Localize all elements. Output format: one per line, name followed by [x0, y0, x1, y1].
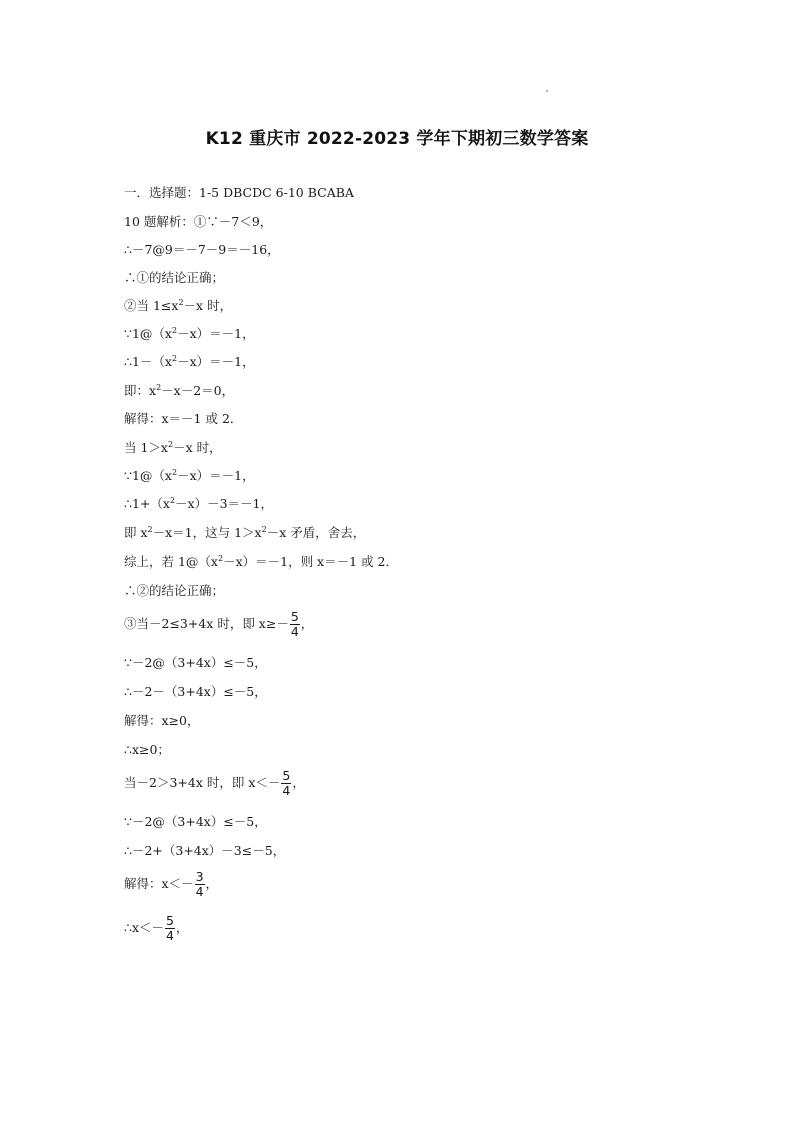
line-text: －x）＝－1， — [177, 468, 255, 483]
line-text: －x－2＝0， — [161, 383, 235, 398]
fraction — [281, 769, 291, 798]
line-text: ∴－7@9＝－7－9＝－16， — [124, 242, 280, 257]
answer-line — [124, 655, 267, 671]
line-text: 解得：x＜－ — [124, 876, 194, 891]
answer-line — [124, 214, 272, 230]
exponent: 2 — [169, 495, 176, 505]
line-text: 当 1＞x — [124, 440, 168, 455]
exponent: 2 — [171, 325, 178, 335]
answer-line — [124, 583, 224, 599]
answer-line — [124, 468, 255, 484]
fraction — [165, 914, 175, 943]
answer-line — [124, 326, 255, 342]
fraction — [290, 610, 300, 639]
line-text: ∴1+（x — [124, 496, 170, 511]
answer-line — [124, 554, 398, 570]
line-text: ∵1@（x — [124, 468, 172, 483]
line-text: ， — [292, 775, 305, 790]
exponent: 2 — [171, 353, 178, 363]
fraction-denominator: 4 — [282, 783, 291, 798]
answer-line — [124, 870, 218, 899]
line-text: ∴－2+（3+4x）－3≤－5， — [124, 843, 286, 858]
line-text: ③当－2≤3+4x 时，即 x≥－ — [124, 616, 289, 631]
answer-line — [124, 525, 365, 541]
answer-line-choice — [124, 185, 354, 201]
line-text: －x 矛盾，舍去， — [266, 525, 366, 540]
fraction-numerator: 5 — [282, 768, 291, 783]
exponent: 2 — [167, 439, 174, 449]
fraction-numerator: 5 — [290, 609, 299, 624]
exponent: 2 — [171, 467, 178, 477]
answer-line — [124, 383, 234, 399]
line-text: 当－2＞3+4x 时，即 x＜－ — [124, 775, 281, 790]
exponent: 2 — [178, 297, 184, 307]
line-text: 10 题解析：①∵－7＜9， — [124, 214, 273, 229]
answer-line — [124, 843, 285, 859]
line-text: 解得：x≥0， — [124, 713, 200, 728]
exponent: 2 — [261, 524, 267, 534]
answer-line — [124, 440, 222, 456]
line-text: 即 x — [124, 525, 148, 540]
line-text: －x 时， — [183, 298, 233, 313]
fraction-numerator: 3 — [195, 869, 204, 884]
answer-line — [124, 298, 232, 314]
line-text: ， — [205, 876, 219, 891]
fraction — [195, 870, 205, 899]
line-text: 解得：x＝－1 或 2． — [124, 411, 243, 426]
fraction-numerator: 5 — [166, 913, 174, 928]
line-text: －x）＝－1，则 x＝－1 或 2． — [223, 554, 398, 569]
line-text: ②当 1≤x — [124, 298, 179, 313]
line-text: ∵－2@（3+4x）≤－5， — [124, 814, 267, 829]
answer-line — [124, 814, 267, 830]
line-text: －x）＝－1， — [177, 326, 255, 341]
answer-line — [124, 914, 188, 943]
answer-line — [124, 713, 199, 729]
answer-line — [124, 742, 170, 758]
answer-line — [124, 270, 224, 286]
line-text: －x 时， — [173, 440, 222, 455]
answer-line — [124, 769, 305, 798]
line-text: ∴x＜－ — [124, 920, 165, 935]
fraction-denominator: 4 — [166, 928, 174, 943]
exponent: 2 — [217, 553, 224, 563]
fraction-denominator: 4 — [290, 624, 299, 639]
line-text: ∵－2@（3+4x）≤－5， — [124, 655, 267, 670]
answer-line — [124, 610, 313, 639]
line-text: ∴①的结论正确； — [124, 270, 225, 285]
page-title: K12 重庆市 2022-2023 学年下期初三数学答案 — [205, 129, 589, 149]
answer-line — [124, 354, 255, 370]
line-text: －x）＝－1， — [177, 354, 255, 369]
exponent: 2 — [156, 382, 162, 392]
line-text: ∴1－（x — [124, 354, 172, 369]
answer-line — [124, 242, 280, 258]
line-text: ∴②的结论正确； — [124, 583, 225, 598]
line-text: ， — [175, 920, 189, 935]
answer-line — [124, 411, 242, 427]
line-text: ∴x≥0； — [124, 742, 170, 757]
scan-dot — [546, 90, 548, 92]
line-text: 综上，若 1@（x — [124, 554, 218, 569]
line-text: 一．选择题：1-5 DBCDC 6-10 BCABA — [124, 185, 354, 200]
line-text: ， — [300, 616, 314, 631]
exponent: 2 — [147, 524, 153, 534]
line-text: ∵1@（x — [124, 326, 172, 341]
answer-line — [124, 496, 273, 512]
answer-line — [124, 684, 267, 700]
line-text: ∴－2－（3+4x）≤－5， — [124, 684, 267, 699]
line-text: 即：x — [124, 383, 157, 398]
fraction-denominator: 4 — [195, 884, 204, 899]
line-text: －x＝1，这与 1＞x — [152, 525, 262, 540]
line-text: －x）－3＝－1， — [175, 496, 273, 511]
